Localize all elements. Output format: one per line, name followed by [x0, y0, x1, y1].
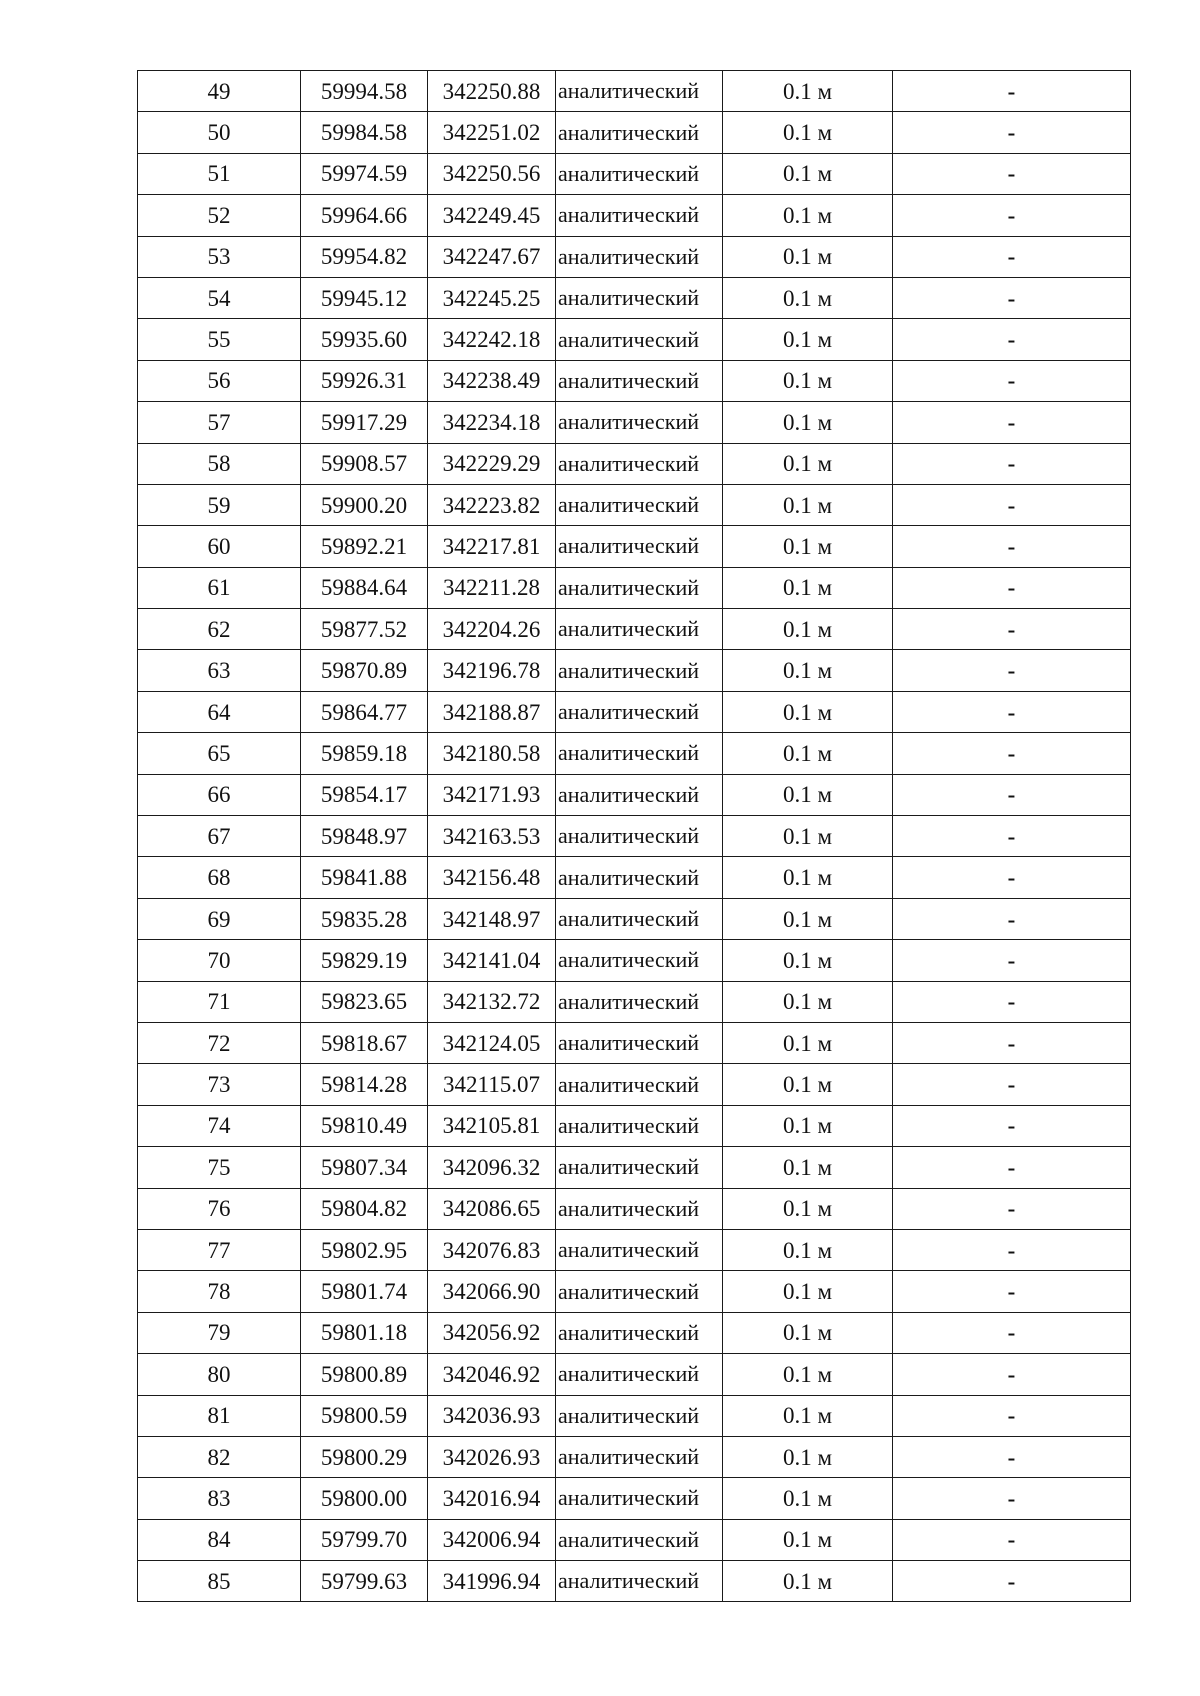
- method-cell: аналитический: [556, 1064, 723, 1105]
- y-coordinate-cell: 342211.28: [428, 567, 556, 608]
- coordinates-table: [137, 70, 1131, 1602]
- y-coordinate-cell: 342141.04: [428, 940, 556, 981]
- x-coordinate-cell: 59994.58: [301, 71, 428, 112]
- table-row: [138, 1436, 1131, 1477]
- point-number-cell: 79: [138, 1312, 301, 1353]
- accuracy-cell: 0.1 м: [723, 1229, 893, 1270]
- x-coordinate-cell: 59841.88: [301, 857, 428, 898]
- note-cell: -: [893, 484, 1131, 525]
- x-coordinate-cell: 59892.21: [301, 526, 428, 567]
- point-number-cell: 84: [138, 1519, 301, 1560]
- method-cell: аналитический: [556, 153, 723, 194]
- accuracy-cell: 0.1 м: [723, 940, 893, 981]
- note-cell: -: [893, 402, 1131, 443]
- method-cell: аналитический: [556, 650, 723, 691]
- y-coordinate-cell: 342249.45: [428, 195, 556, 236]
- x-coordinate-cell: 59954.82: [301, 236, 428, 277]
- point-number-cell: 68: [138, 857, 301, 898]
- table-row: [138, 526, 1131, 567]
- y-coordinate-cell: 342132.72: [428, 981, 556, 1022]
- table-row: [138, 1561, 1131, 1602]
- y-coordinate-cell: 342188.87: [428, 691, 556, 732]
- accuracy-cell: 0.1 м: [723, 1519, 893, 1560]
- accuracy-cell: 0.1 м: [723, 1354, 893, 1395]
- method-cell: аналитический: [556, 360, 723, 401]
- method-cell: аналитический: [556, 1519, 723, 1560]
- note-cell: -: [893, 609, 1131, 650]
- note-cell: -: [893, 1561, 1131, 1602]
- y-coordinate-cell: 342086.65: [428, 1188, 556, 1229]
- table-row: [138, 443, 1131, 484]
- x-coordinate-cell: 59884.64: [301, 567, 428, 608]
- point-number-cell: 76: [138, 1188, 301, 1229]
- x-coordinate-cell: 59800.59: [301, 1395, 428, 1436]
- x-coordinate-cell: 59864.77: [301, 691, 428, 732]
- point-number-cell: 63: [138, 650, 301, 691]
- y-coordinate-cell: 342196.78: [428, 650, 556, 691]
- note-cell: -: [893, 526, 1131, 567]
- accuracy-cell: 0.1 м: [723, 236, 893, 277]
- accuracy-cell: 0.1 м: [723, 484, 893, 525]
- accuracy-cell: 0.1 м: [723, 195, 893, 236]
- method-cell: аналитический: [556, 1022, 723, 1063]
- point-number-cell: 65: [138, 733, 301, 774]
- point-number-cell: 57: [138, 402, 301, 443]
- y-coordinate-cell: 342223.82: [428, 484, 556, 525]
- table-row: [138, 940, 1131, 981]
- method-cell: аналитический: [556, 774, 723, 815]
- method-cell: аналитический: [556, 857, 723, 898]
- method-cell: аналитический: [556, 236, 723, 277]
- y-coordinate-cell: 342234.18: [428, 402, 556, 443]
- method-cell: аналитический: [556, 1105, 723, 1146]
- accuracy-cell: 0.1 м: [723, 1561, 893, 1602]
- x-coordinate-cell: 59835.28: [301, 898, 428, 939]
- y-coordinate-cell: 342250.88: [428, 71, 556, 112]
- accuracy-cell: 0.1 м: [723, 650, 893, 691]
- note-cell: -: [893, 650, 1131, 691]
- x-coordinate-cell: 59877.52: [301, 609, 428, 650]
- x-coordinate-cell: 59829.19: [301, 940, 428, 981]
- method-cell: аналитический: [556, 1561, 723, 1602]
- x-coordinate-cell: 59984.58: [301, 112, 428, 153]
- x-coordinate-cell: 59801.74: [301, 1271, 428, 1312]
- y-coordinate-cell: 342229.29: [428, 443, 556, 484]
- accuracy-cell: 0.1 м: [723, 1478, 893, 1519]
- accuracy-cell: 0.1 м: [723, 360, 893, 401]
- table-row: [138, 733, 1131, 774]
- y-coordinate-cell: 342105.81: [428, 1105, 556, 1146]
- accuracy-cell: 0.1 м: [723, 1064, 893, 1105]
- accuracy-cell: 0.1 м: [723, 1022, 893, 1063]
- accuracy-cell: 0.1 м: [723, 443, 893, 484]
- note-cell: -: [893, 1354, 1131, 1395]
- accuracy-cell: 0.1 м: [723, 1105, 893, 1146]
- table-row: [138, 236, 1131, 277]
- x-coordinate-cell: 59799.63: [301, 1561, 428, 1602]
- table-row: [138, 1478, 1131, 1519]
- y-coordinate-cell: 342148.97: [428, 898, 556, 939]
- note-cell: -: [893, 236, 1131, 277]
- note-cell: -: [893, 1022, 1131, 1063]
- point-number-cell: 55: [138, 319, 301, 360]
- point-number-cell: 83: [138, 1478, 301, 1519]
- point-number-cell: 54: [138, 277, 301, 318]
- table-row: [138, 484, 1131, 525]
- note-cell: -: [893, 112, 1131, 153]
- accuracy-cell: 0.1 м: [723, 609, 893, 650]
- note-cell: -: [893, 1147, 1131, 1188]
- x-coordinate-cell: 59859.18: [301, 733, 428, 774]
- table-row: [138, 816, 1131, 857]
- accuracy-cell: 0.1 м: [723, 1188, 893, 1229]
- y-coordinate-cell: 342180.58: [428, 733, 556, 774]
- x-coordinate-cell: 59814.28: [301, 1064, 428, 1105]
- table-row: [138, 71, 1131, 112]
- point-number-cell: 73: [138, 1064, 301, 1105]
- point-number-cell: 67: [138, 816, 301, 857]
- y-coordinate-cell: 342066.90: [428, 1271, 556, 1312]
- point-number-cell: 61: [138, 567, 301, 608]
- note-cell: -: [893, 195, 1131, 236]
- table-row: [138, 112, 1131, 153]
- x-coordinate-cell: 59800.89: [301, 1354, 428, 1395]
- y-coordinate-cell: 342250.56: [428, 153, 556, 194]
- method-cell: аналитический: [556, 195, 723, 236]
- method-cell: аналитический: [556, 1312, 723, 1353]
- point-number-cell: 66: [138, 774, 301, 815]
- note-cell: -: [893, 1436, 1131, 1477]
- point-number-cell: 78: [138, 1271, 301, 1312]
- x-coordinate-cell: 59800.00: [301, 1478, 428, 1519]
- accuracy-cell: 0.1 м: [723, 1395, 893, 1436]
- table-row: [138, 898, 1131, 939]
- method-cell: аналитический: [556, 71, 723, 112]
- accuracy-cell: 0.1 м: [723, 981, 893, 1022]
- method-cell: аналитический: [556, 940, 723, 981]
- note-cell: -: [893, 567, 1131, 608]
- y-coordinate-cell: 341996.94: [428, 1561, 556, 1602]
- y-coordinate-cell: 342163.53: [428, 816, 556, 857]
- method-cell: аналитический: [556, 609, 723, 650]
- method-cell: аналитический: [556, 484, 723, 525]
- note-cell: -: [893, 940, 1131, 981]
- note-cell: -: [893, 1395, 1131, 1436]
- accuracy-cell: 0.1 м: [723, 112, 893, 153]
- accuracy-cell: 0.1 м: [723, 1271, 893, 1312]
- y-coordinate-cell: 342238.49: [428, 360, 556, 401]
- method-cell: аналитический: [556, 526, 723, 567]
- y-coordinate-cell: 342171.93: [428, 774, 556, 815]
- table-row: [138, 1022, 1131, 1063]
- table-row: [138, 153, 1131, 194]
- point-number-cell: 71: [138, 981, 301, 1022]
- point-number-cell: 77: [138, 1229, 301, 1270]
- table-row: [138, 195, 1131, 236]
- note-cell: -: [893, 816, 1131, 857]
- y-coordinate-cell: 342096.32: [428, 1147, 556, 1188]
- table-row: [138, 319, 1131, 360]
- note-cell: -: [893, 981, 1131, 1022]
- note-cell: -: [893, 1312, 1131, 1353]
- point-number-cell: 62: [138, 609, 301, 650]
- accuracy-cell: 0.1 м: [723, 526, 893, 567]
- table-row: [138, 1064, 1131, 1105]
- x-coordinate-cell: 59800.29: [301, 1436, 428, 1477]
- method-cell: аналитический: [556, 112, 723, 153]
- point-number-cell: 49: [138, 71, 301, 112]
- table-row: [138, 360, 1131, 401]
- y-coordinate-cell: 342046.92: [428, 1354, 556, 1395]
- method-cell: аналитический: [556, 1229, 723, 1270]
- y-coordinate-cell: 342156.48: [428, 857, 556, 898]
- note-cell: -: [893, 1271, 1131, 1312]
- y-coordinate-cell: 342006.94: [428, 1519, 556, 1560]
- table-row: [138, 1105, 1131, 1146]
- point-number-cell: 56: [138, 360, 301, 401]
- note-cell: -: [893, 277, 1131, 318]
- method-cell: аналитический: [556, 1395, 723, 1436]
- method-cell: аналитический: [556, 1478, 723, 1519]
- accuracy-cell: 0.1 м: [723, 277, 893, 318]
- y-coordinate-cell: 342217.81: [428, 526, 556, 567]
- accuracy-cell: 0.1 м: [723, 857, 893, 898]
- method-cell: аналитический: [556, 402, 723, 443]
- x-coordinate-cell: 59900.20: [301, 484, 428, 525]
- x-coordinate-cell: 59810.49: [301, 1105, 428, 1146]
- note-cell: -: [893, 1229, 1131, 1270]
- y-coordinate-cell: 342251.02: [428, 112, 556, 153]
- method-cell: аналитический: [556, 691, 723, 732]
- accuracy-cell: 0.1 м: [723, 402, 893, 443]
- accuracy-cell: 0.1 м: [723, 71, 893, 112]
- table-row: [138, 1395, 1131, 1436]
- point-number-cell: 80: [138, 1354, 301, 1395]
- point-number-cell: 59: [138, 484, 301, 525]
- y-coordinate-cell: 342247.67: [428, 236, 556, 277]
- method-cell: аналитический: [556, 1271, 723, 1312]
- x-coordinate-cell: 59854.17: [301, 774, 428, 815]
- coordinates-table-body: [138, 71, 1131, 1602]
- x-coordinate-cell: 59935.60: [301, 319, 428, 360]
- point-number-cell: 75: [138, 1147, 301, 1188]
- x-coordinate-cell: 59818.67: [301, 1022, 428, 1063]
- table-row: [138, 1188, 1131, 1229]
- method-cell: аналитический: [556, 319, 723, 360]
- accuracy-cell: 0.1 м: [723, 567, 893, 608]
- x-coordinate-cell: 59926.31: [301, 360, 428, 401]
- accuracy-cell: 0.1 м: [723, 691, 893, 732]
- x-coordinate-cell: 59802.95: [301, 1229, 428, 1270]
- x-coordinate-cell: 59804.82: [301, 1188, 428, 1229]
- point-number-cell: 64: [138, 691, 301, 732]
- y-coordinate-cell: 342242.18: [428, 319, 556, 360]
- y-coordinate-cell: 342115.07: [428, 1064, 556, 1105]
- note-cell: -: [893, 1105, 1131, 1146]
- method-cell: аналитический: [556, 898, 723, 939]
- note-cell: -: [893, 1519, 1131, 1560]
- point-number-cell: 81: [138, 1395, 301, 1436]
- x-coordinate-cell: 59807.34: [301, 1147, 428, 1188]
- accuracy-cell: 0.1 м: [723, 1147, 893, 1188]
- y-coordinate-cell: 342016.94: [428, 1478, 556, 1519]
- note-cell: -: [893, 1064, 1131, 1105]
- table-row: [138, 774, 1131, 815]
- table-row: [138, 1519, 1131, 1560]
- table-row: [138, 1354, 1131, 1395]
- x-coordinate-cell: 59848.97: [301, 816, 428, 857]
- note-cell: -: [893, 153, 1131, 194]
- point-number-cell: 74: [138, 1105, 301, 1146]
- accuracy-cell: 0.1 м: [723, 1312, 893, 1353]
- y-coordinate-cell: 342204.26: [428, 609, 556, 650]
- note-cell: -: [893, 733, 1131, 774]
- note-cell: -: [893, 1478, 1131, 1519]
- table-row: [138, 402, 1131, 443]
- method-cell: аналитический: [556, 1147, 723, 1188]
- y-coordinate-cell: 342056.92: [428, 1312, 556, 1353]
- method-cell: аналитический: [556, 981, 723, 1022]
- note-cell: -: [893, 857, 1131, 898]
- x-coordinate-cell: 59974.59: [301, 153, 428, 194]
- point-number-cell: 51: [138, 153, 301, 194]
- note-cell: -: [893, 71, 1131, 112]
- accuracy-cell: 0.1 м: [723, 816, 893, 857]
- table-row: [138, 650, 1131, 691]
- accuracy-cell: 0.1 м: [723, 1436, 893, 1477]
- table-row: [138, 691, 1131, 732]
- point-number-cell: 69: [138, 898, 301, 939]
- point-number-cell: 53: [138, 236, 301, 277]
- point-number-cell: 72: [138, 1022, 301, 1063]
- point-number-cell: 82: [138, 1436, 301, 1477]
- table-row: [138, 1229, 1131, 1270]
- y-coordinate-cell: 342124.05: [428, 1022, 556, 1063]
- x-coordinate-cell: 59799.70: [301, 1519, 428, 1560]
- point-number-cell: 52: [138, 195, 301, 236]
- point-number-cell: 58: [138, 443, 301, 484]
- accuracy-cell: 0.1 м: [723, 774, 893, 815]
- method-cell: аналитический: [556, 443, 723, 484]
- x-coordinate-cell: 59870.89: [301, 650, 428, 691]
- x-coordinate-cell: 59917.29: [301, 402, 428, 443]
- point-number-cell: 85: [138, 1561, 301, 1602]
- method-cell: аналитический: [556, 1354, 723, 1395]
- method-cell: аналитический: [556, 567, 723, 608]
- method-cell: аналитический: [556, 1188, 723, 1229]
- note-cell: -: [893, 319, 1131, 360]
- x-coordinate-cell: 59908.57: [301, 443, 428, 484]
- note-cell: -: [893, 443, 1131, 484]
- note-cell: -: [893, 898, 1131, 939]
- x-coordinate-cell: 59964.66: [301, 195, 428, 236]
- x-coordinate-cell: 59945.12: [301, 277, 428, 318]
- method-cell: аналитический: [556, 733, 723, 774]
- point-number-cell: 60: [138, 526, 301, 567]
- note-cell: -: [893, 774, 1131, 815]
- accuracy-cell: 0.1 м: [723, 898, 893, 939]
- point-number-cell: 50: [138, 112, 301, 153]
- point-number-cell: 70: [138, 940, 301, 981]
- accuracy-cell: 0.1 м: [723, 153, 893, 194]
- table-row: [138, 857, 1131, 898]
- method-cell: аналитический: [556, 816, 723, 857]
- y-coordinate-cell: 342036.93: [428, 1395, 556, 1436]
- x-coordinate-cell: 59801.18: [301, 1312, 428, 1353]
- table-row: [138, 1147, 1131, 1188]
- note-cell: -: [893, 1188, 1131, 1229]
- method-cell: аналитический: [556, 277, 723, 318]
- method-cell: аналитический: [556, 1436, 723, 1477]
- table-row: [138, 981, 1131, 1022]
- table-row: [138, 1312, 1131, 1353]
- accuracy-cell: 0.1 м: [723, 319, 893, 360]
- table-row: [138, 277, 1131, 318]
- table-row: [138, 609, 1131, 650]
- y-coordinate-cell: 342026.93: [428, 1436, 556, 1477]
- table-row: [138, 1271, 1131, 1312]
- note-cell: -: [893, 691, 1131, 732]
- y-coordinate-cell: 342245.25: [428, 277, 556, 318]
- accuracy-cell: 0.1 м: [723, 733, 893, 774]
- x-coordinate-cell: 59823.65: [301, 981, 428, 1022]
- table-row: [138, 567, 1131, 608]
- note-cell: -: [893, 360, 1131, 401]
- y-coordinate-cell: 342076.83: [428, 1229, 556, 1270]
